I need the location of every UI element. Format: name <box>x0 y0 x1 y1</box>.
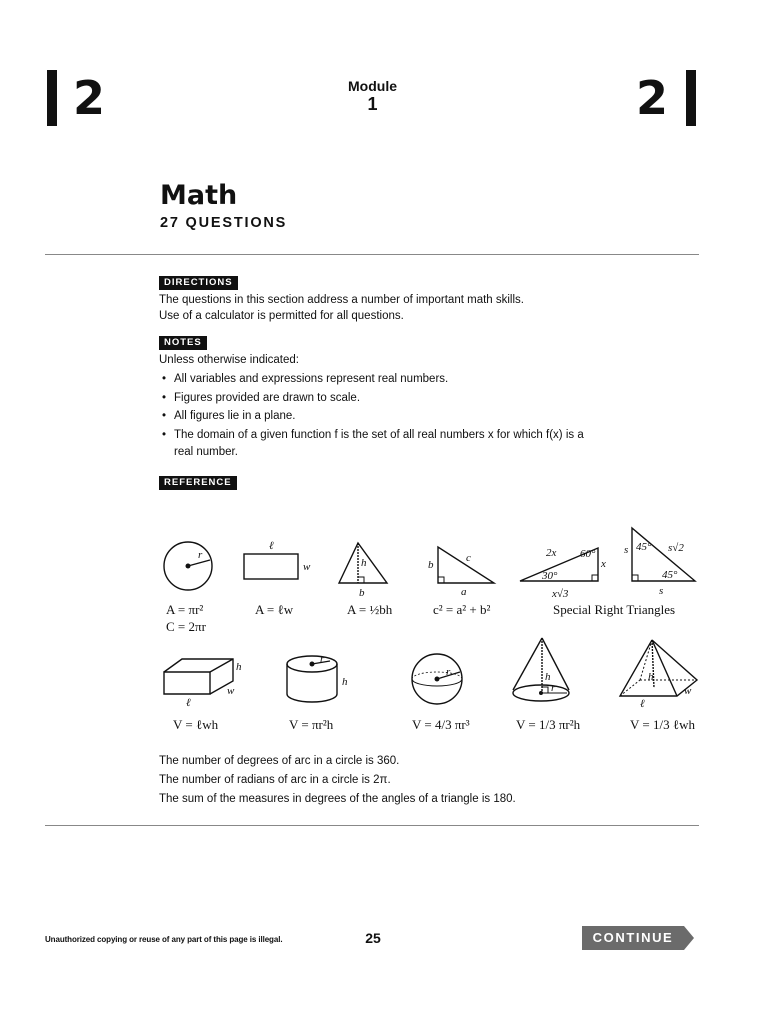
formula-circle-circumference: C = 2πr <box>166 619 206 634</box>
note-item: • All figures lie in a plane. <box>160 408 610 426</box>
copyright-notice: Unauthorized copying or reuse of any part of this page is illegal. <box>45 935 283 944</box>
page-title: Math <box>160 180 238 211</box>
label-r: r <box>551 682 556 694</box>
label-2x: 2x <box>546 547 557 559</box>
formula-triangle-area: A = ½bh <box>347 602 393 617</box>
question-count: 27 QUESTIONS <box>160 215 288 231</box>
label-r: r <box>446 666 451 678</box>
label-w: w <box>227 685 235 697</box>
continue-button[interactable] <box>582 926 696 950</box>
label-60deg: 60° <box>580 548 596 560</box>
label-s: s <box>624 544 629 556</box>
label-r: r <box>320 653 325 665</box>
section-number-left: 2 <box>73 71 106 125</box>
label-45deg: 45° <box>636 541 652 553</box>
label-h: h <box>361 557 367 569</box>
label-l: ℓ <box>269 540 274 552</box>
label-h: h <box>648 671 654 683</box>
fact-radians: The number of radians of arc in a circle is 2π. <box>159 774 391 786</box>
label-l: ℓ <box>640 698 645 710</box>
module-label: Module <box>348 78 397 94</box>
label-x-root3: x√3 <box>552 588 569 600</box>
directions-line-1: The questions in this section address a number of important math skills. <box>159 294 524 306</box>
fact-degrees: The number of degrees of arc in a circle is 360. <box>159 755 400 767</box>
label-s-root2: s√2 <box>668 542 684 554</box>
label-b: b <box>359 587 365 599</box>
formula-cone-volume: V = 1/3 πr²h <box>516 717 581 732</box>
directions-line-2: Use of a calculator is permitted for all questions. <box>159 310 404 322</box>
label-h: h <box>342 676 348 688</box>
page-number: 25 <box>365 930 381 946</box>
label-r: r <box>198 549 203 561</box>
special-right-triangles-label: Special Right Triangles <box>553 602 676 617</box>
section-number-right: 2 <box>636 71 669 125</box>
label-b: b <box>428 559 434 571</box>
note-item: • The domain of a given function f is the set of all real numbers x for which f(x) is a real number. <box>160 427 594 462</box>
formula-rectangle-area: A = ℓw <box>255 602 294 617</box>
label-c: c <box>466 552 471 564</box>
module-number: 1 <box>367 94 378 114</box>
notes-tag: NOTES <box>159 336 207 350</box>
formula-circle-area: A = πr² <box>166 602 204 617</box>
formula-pyramid-volume: V = 1/3 ℓwh <box>630 717 695 732</box>
formula-sphere-volume: V = 4/3 πr³ <box>412 717 470 732</box>
box-figure <box>164 659 233 694</box>
label-l: ℓ <box>186 697 191 709</box>
directions-tag: DIRECTIONS <box>159 276 238 290</box>
formula-box-volume: V = ℓwh <box>173 717 219 732</box>
label-h: h <box>236 661 242 673</box>
reference-tag: REFERENCE <box>159 476 237 490</box>
note-item: • Figures provided are drawn to scale. <box>160 390 610 408</box>
label-w: w <box>303 561 311 573</box>
reference-facts <box>159 752 516 809</box>
fact-triangle-sum: The sum of the measures in degrees of the angles of a triangle is 180. <box>159 793 516 805</box>
formula-cylinder-volume: V = πr²h <box>289 717 334 732</box>
label-a: a <box>461 586 467 598</box>
label-x: x <box>601 558 606 570</box>
formula-pythagorean: c² = a² + b² <box>433 602 491 617</box>
rectangle-figure <box>244 554 298 579</box>
label-w: w <box>684 685 692 697</box>
divider-bottom <box>45 825 699 826</box>
label-45deg: 45° <box>662 569 678 581</box>
label-s: s <box>659 585 664 597</box>
continue-label: CONTINUE <box>592 930 674 945</box>
label-30deg: 30° <box>542 570 558 582</box>
notes-intro: Unless otherwise indicated: <box>159 354 299 366</box>
note-item: • All variables and expressions represent real numbers. <box>160 371 610 389</box>
label-h: h <box>545 671 551 683</box>
